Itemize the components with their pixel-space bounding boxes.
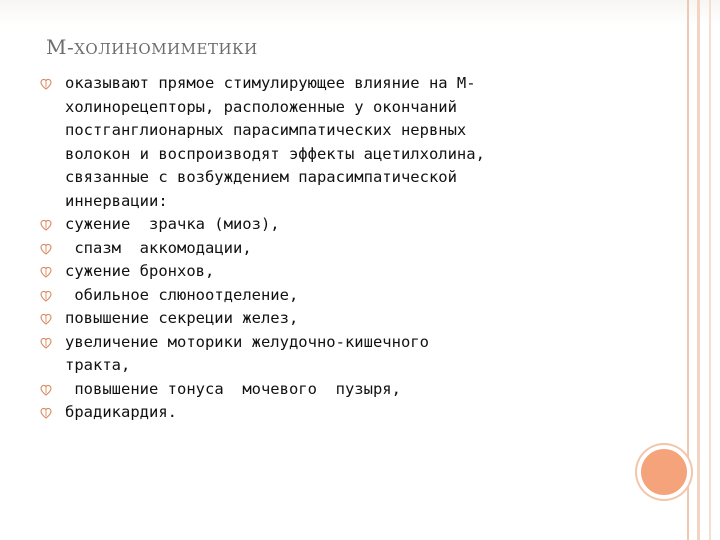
- fleuron-bullet-icon: [40, 243, 52, 255]
- slide-title-rest: ХОЛИНОМИМЕТИКИ: [74, 40, 258, 58]
- bullet-item: [40, 213, 600, 237]
- bullet-text: увеличение моторики желудочно-кишечного тракта,: [65, 332, 429, 374]
- bullet-item: [40, 307, 600, 331]
- fleuron-bullet-icon: [40, 313, 52, 325]
- fleuron-bullet-icon: [40, 407, 52, 419]
- top-shade: [0, 0, 720, 26]
- fleuron-bullet-icon: [40, 219, 52, 231]
- bullet-text: обильное слюноотделение,: [65, 285, 299, 304]
- bullet-text: сужение бронхов,: [65, 262, 215, 280]
- bullet-item: [40, 378, 600, 402]
- fleuron-bullet-icon: [40, 266, 52, 278]
- accent-circle: [641, 449, 687, 495]
- bullet-item: [40, 331, 600, 378]
- bullet-text: оказывают прямое стимулирующее влияние на М- холинорецепторы, расположенные у окончаний постганглионарных парасимпатических нервных волокон и воспроизводят эффекты ацетилхолина, связанные с возбуждением парасимпатической иннервации:: [65, 74, 485, 210]
- bullet-text: брадикардия.: [65, 403, 177, 421]
- fleuron-bullet-icon: [40, 78, 52, 90]
- bullet-item: [40, 237, 600, 261]
- slide-title: [46, 35, 258, 59]
- bullet-list: [40, 72, 600, 425]
- slide-title-prefix: М-: [46, 35, 75, 59]
- bullet-text: спазм аккомодации,: [65, 238, 252, 257]
- bullet-text: повышение тонуса мочевого пузыря,: [65, 379, 401, 398]
- right-border-line: [709, 0, 711, 540]
- right-border-line: [697, 0, 700, 540]
- bullet-text: повышение секреции желез,: [65, 309, 299, 327]
- right-border-line: [687, 0, 689, 540]
- bullet-item: [40, 401, 600, 425]
- bullet-item: [40, 284, 600, 308]
- fleuron-bullet-icon: [40, 290, 52, 302]
- bullet-text: сужение зрачка (миоз),: [65, 215, 280, 233]
- fleuron-bullet-icon: [40, 337, 52, 349]
- bullet-item: [40, 72, 600, 213]
- fleuron-bullet-icon: [40, 384, 52, 396]
- bullet-item: [40, 260, 600, 284]
